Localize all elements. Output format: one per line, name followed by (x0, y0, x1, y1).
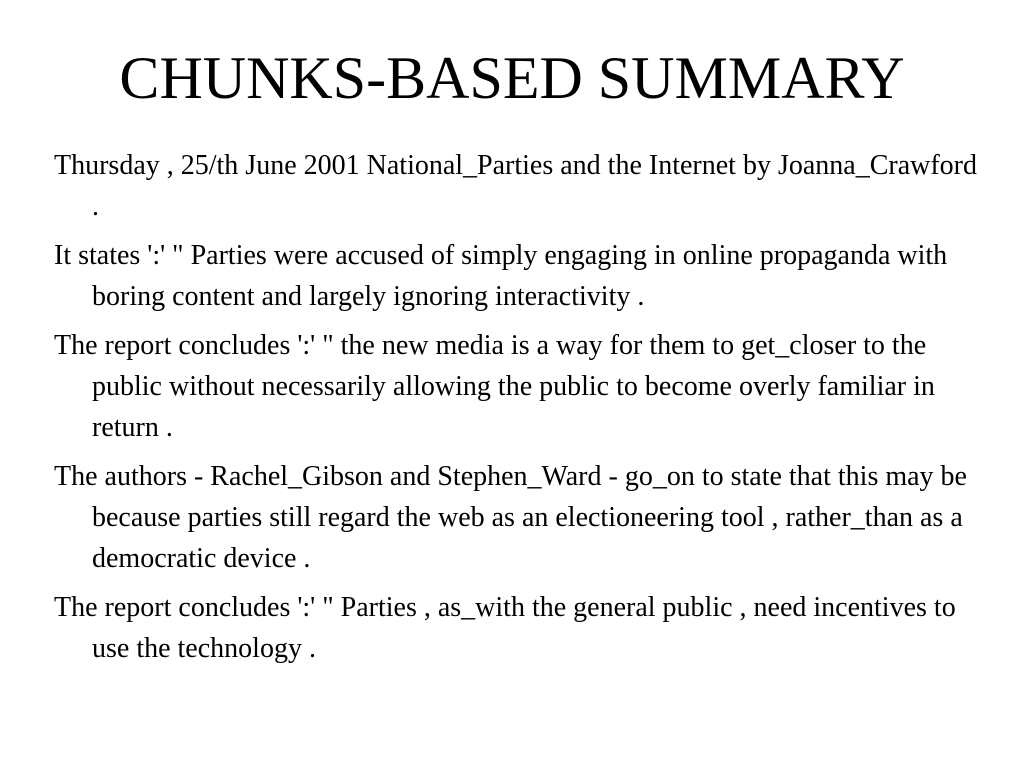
summary-paragraph: Thursday , 25/th June 2001 National_Parties and the Internet by Joanna_Crawford . (54, 150, 978, 222)
summary-paragraph: The report concludes ':' " the new media is a way for them to get_closer to the public without necessarily allowing the public to become overly familiar in return . (54, 330, 935, 443)
summary-list (54, 145, 984, 677)
slide-title: CHUNKS-BASED SUMMARY (119, 45, 905, 111)
summary-paragraph: It states ':' " Parties were accused of simply engaging in online propaganda with boring content and largely ignoring interactivity . (54, 240, 948, 312)
summary-paragraph: The report concludes ':' " Parties , as_with the general public , need incentives to use the technology . (54, 592, 956, 664)
summary-paragraph: The authors - Rachel_Gibson and Stephen_Ward - go_on to state that this may be because parties still regard the web as an electioneering tool , rather_than as a democratic device . (54, 461, 967, 574)
